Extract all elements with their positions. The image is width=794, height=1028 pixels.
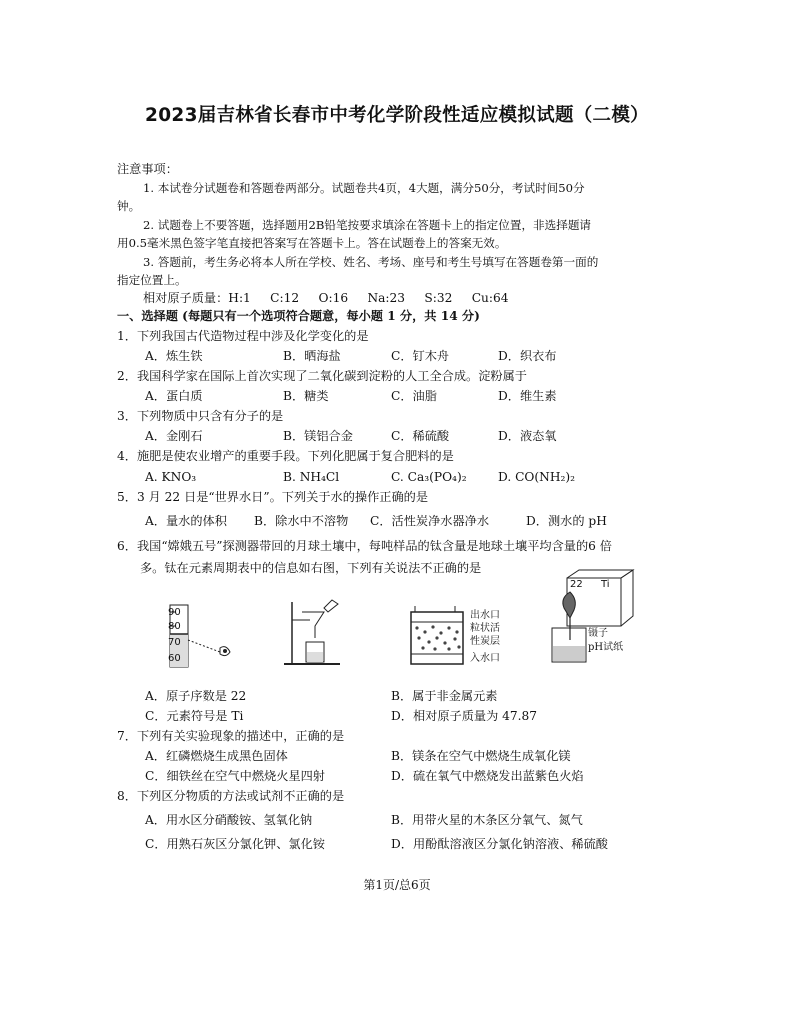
q8-option-a: A．用水区分硝酸铵、氢氧化钠 [145,813,313,827]
atomic-masses: 相对原子质量：H:1 C:12 O:16 Na:23 S:32 Cu:64 [143,291,509,305]
q8-option-d: D．用酚酞溶液区分氯化钠溶液、稀硫酸 [391,837,608,851]
note-1b: 钟。 [117,199,141,213]
q4-option-b: B. NH₄Cl [283,470,340,484]
tweezers-label: 镊子 [588,628,608,639]
q7-option-a: A．红磷燃烧生成黑色固体 [145,749,288,763]
q5-option-b: B．除水中不溶物 [254,514,349,528]
purifier-outlet-label: 出水口 [470,610,500,621]
element-symbol: Ti [601,579,610,590]
page-title: 2023届吉林省长春市中考化学阶段性适应模拟试题（二模） [145,105,649,126]
purifier-layer-label-2: 性炭层 [470,636,500,647]
q1-option-a: A．炼生铁 [145,349,203,363]
q2-option-a: A．蛋白质 [145,389,203,403]
note-2b: 用0.5毫米黑色签字笔直接把答案写在答题卡上。答在试题卷上的答案无效。 [117,236,507,250]
cylinder-tick-90: 90 [168,607,181,618]
q4-option-d: D. CO(NH₂)₂ [498,470,575,484]
q5-option-d: D．测水的 pH [526,514,607,528]
cylinder-tick-70: 70 [168,637,181,648]
purifier-layer-label-1: 粒状活 [470,623,500,634]
q2-option-b: B．糖类 [283,389,329,403]
question-1-stem: 1．下列我国古代造物过程中涉及化学变化的是 [117,329,369,343]
note-3b: 指定位置上。 [117,273,187,287]
note-2a: 2. 试题卷上不要答题，选择题用2B铅笔按要求填涂在答题卡上的指定位置，非选择题请 [143,218,592,232]
question-4-stem: 4．施肥是使农业增产的重要手段。下列化肥属于复合肥料的是 [117,449,454,463]
q7-option-d: D．硫在氧气中燃烧发出蓝紫色火焰 [391,769,584,783]
q4-option-a: A. KNO₃ [145,470,197,484]
q3-option-c: C．稀硫酸 [391,429,450,443]
q6-option-d: D．相对原子质量为 47.87 [391,709,538,723]
question-7-stem: 7．下列有关实验现象的描述中，正确的是 [117,729,345,743]
purifier-inlet-label: 入水口 [470,653,500,664]
q8-option-c: C．用熟石灰区分氯化钾、氯化铵 [145,837,325,851]
notes-heading: 注意事项： [117,162,178,176]
cylinder-tick-80: 80 [168,621,181,632]
q1-option-c: C．钉木舟 [391,349,450,363]
q6-option-c: C．元素符号是 Ti [145,709,244,723]
question-2-stem: 2．我国科学家在国际上首次实现了二氧化碳到淀粉的人工全合成。淀粉属于 [117,369,527,383]
q6-option-a: A．原子序数是 22 [145,689,247,703]
q3-option-a: A．金刚石 [145,429,203,443]
question-6-stem-a: 6．我国“嫦娥五号”探测器带回的月球土壤中，每吨样品的钛含量是地球土壤平均含量的6 倍 [117,539,612,553]
note-3a: 3. 答题前，考生务必将本人所在学校、姓名、考场、座号和考生号填写在答题卷第一面的 [143,255,599,269]
q5-option-a: A．量水的体积 [145,514,227,528]
question-3-stem: 3．下列物质中只含有分子的是 [117,409,284,423]
cylinder-tick-60: 60 [168,653,181,664]
q3-option-b: B．镁铝合金 [283,429,353,443]
carbon-purifier-figure [405,602,465,666]
q5-option-c: C．活性炭净水器净水 [370,514,490,528]
page-footer: 第1页/总6页 [363,878,431,892]
q8-option-b: B．用带火星的木条区分氧气、氮气 [391,813,583,827]
ph-paper-label: pH试纸 [588,642,624,653]
q1-option-b: B．晒海盐 [283,349,341,363]
section-heading: 一、选择题 (每题只有一个选项符合题意，每小题 1 分，共 14 分) [117,309,480,323]
question-5-stem: 5．3 月 22 日是“世界水日”。下列关于水的操作正确的是 [117,490,429,504]
filtration-figure [280,598,360,670]
q6-option-b: B．属于非金属元素 [391,689,498,703]
q2-option-d: D．维生素 [498,389,557,403]
q7-option-c: C．细铁丝在空气中燃烧火星四射 [145,769,325,783]
q7-option-b: B．镁条在空气中燃烧生成氧化镁 [391,749,571,763]
question-6-stem-b: 多。钛在元素周期表中的信息如右图，下列有关说法不正确的是 [140,561,482,575]
note-1a: 1. 本试卷分试题卷和答题卷两部分。试题卷共4页，4大题，满分50分，考试时间50分 [143,181,585,195]
q4-option-c: C. Ca₃(PO₄)₂ [391,470,467,484]
element-atomic-number: 22 [570,579,583,590]
q2-option-c: C．油脂 [391,389,437,403]
q1-option-d: D．织衣布 [498,349,557,363]
question-8-stem: 8．下列区分物质的方法或试剂不正确的是 [117,789,345,803]
q3-option-d: D．液态氧 [498,429,557,443]
